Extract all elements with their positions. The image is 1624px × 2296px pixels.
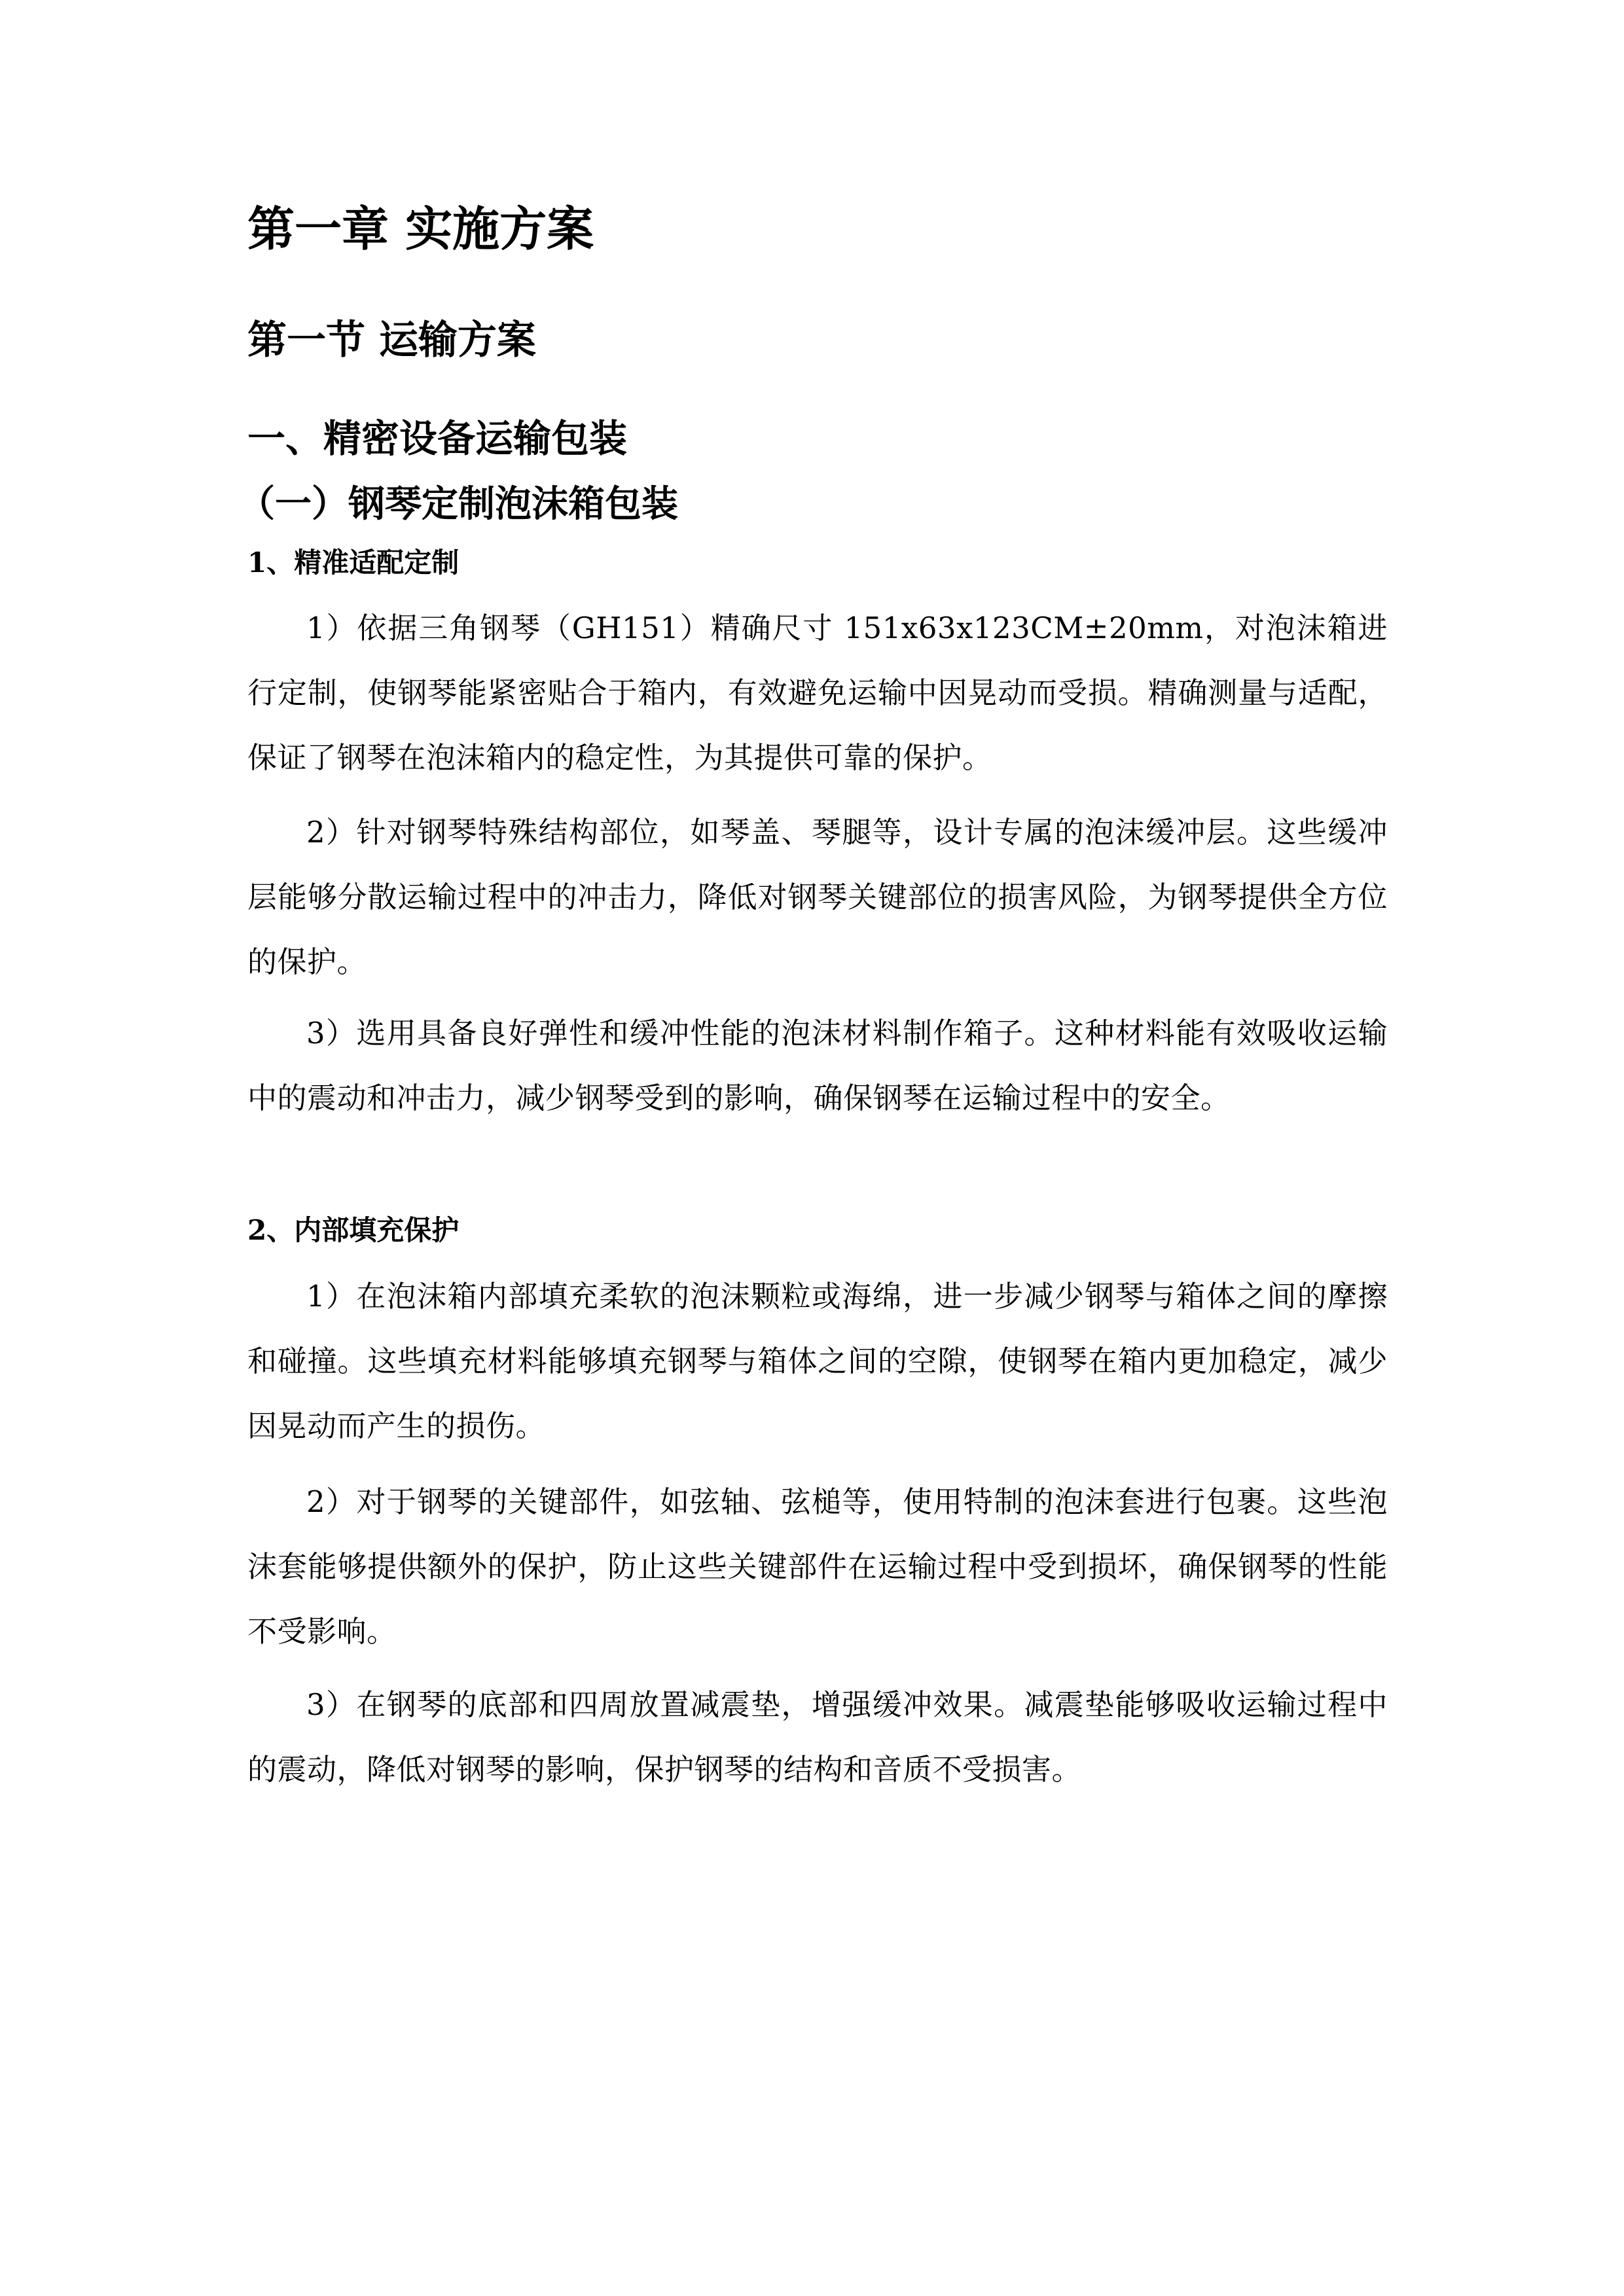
subsection-1-paragraph-3: 3）选用具备良好弹性和缓冲性能的泡沫材料制作箱子。这种材料能有效吸收运输中的震动和冲击力，减少钢琴受到的影响，确保钢琴在运输过程中的安全。 xyxy=(247,1016,1388,1115)
subsection-2-paragraph-1: 1）在泡沫箱内部填充柔软的泡沫颗粒或海绵，进一步减少钢琴与箱体之间的摩擦和碰撞。这些填充材料能够填充钢琴与箱体之间的空隙，使钢琴在箱内更加稳定，减少因晃动而产生的损伤。 xyxy=(247,1279,1388,1443)
subsection-1-paragraph-2: 2）针对钢琴特殊结构部位，如琴盖、琴腿等，设计专属的泡沫缓冲层。这些缓冲层能够分散运输过程中的冲击力，降低对钢琴关键部位的损害风险，为钢琴提供全方位的保护。 xyxy=(247,815,1388,979)
subsection-2-paragraph-3: 3）在钢琴的底部和四周放置减震垫，增强缓冲效果。减震垫能够吸收运输过程中的震动，降低对钢琴的影响，保护钢琴的结构和音质不受损害。 xyxy=(247,1687,1388,1787)
section-title: 第一节 运输方案 xyxy=(247,317,536,363)
subsection-2-paragraph-2: 2）对于钢琴的关键部件，如弦轴、弦槌等，使用特制的泡沫套进行包裹。这些泡沫套能够提供额外的保护，防止这些关键部件在运输过程中受到损坏，确保钢琴的性能不受影响。 xyxy=(247,1484,1388,1649)
subsection-2-title: 2、内部填充保护 xyxy=(247,1214,460,1246)
heading-level-3: 一、精密设备运输包装 xyxy=(247,416,628,461)
heading-level-4: （一）钢琴定制泡沫箱包装 xyxy=(238,482,678,526)
subsection-1-title: 1、精准适配定制 xyxy=(247,547,460,579)
chapter-title: 第一章 实施方案 xyxy=(247,202,594,257)
subsection-1-paragraph-1: 1）依据三角钢琴（GH151）精确尺寸 151x63x123CM±20mm，对泡沫箱进行定制，使钢琴能紧密贴合于箱内，有效避免运输中因晃动而受损。精确测量与适配，保证了钢琴在泡沫箱内的稳定性，为其提供可靠的保护。 xyxy=(247,611,1388,775)
